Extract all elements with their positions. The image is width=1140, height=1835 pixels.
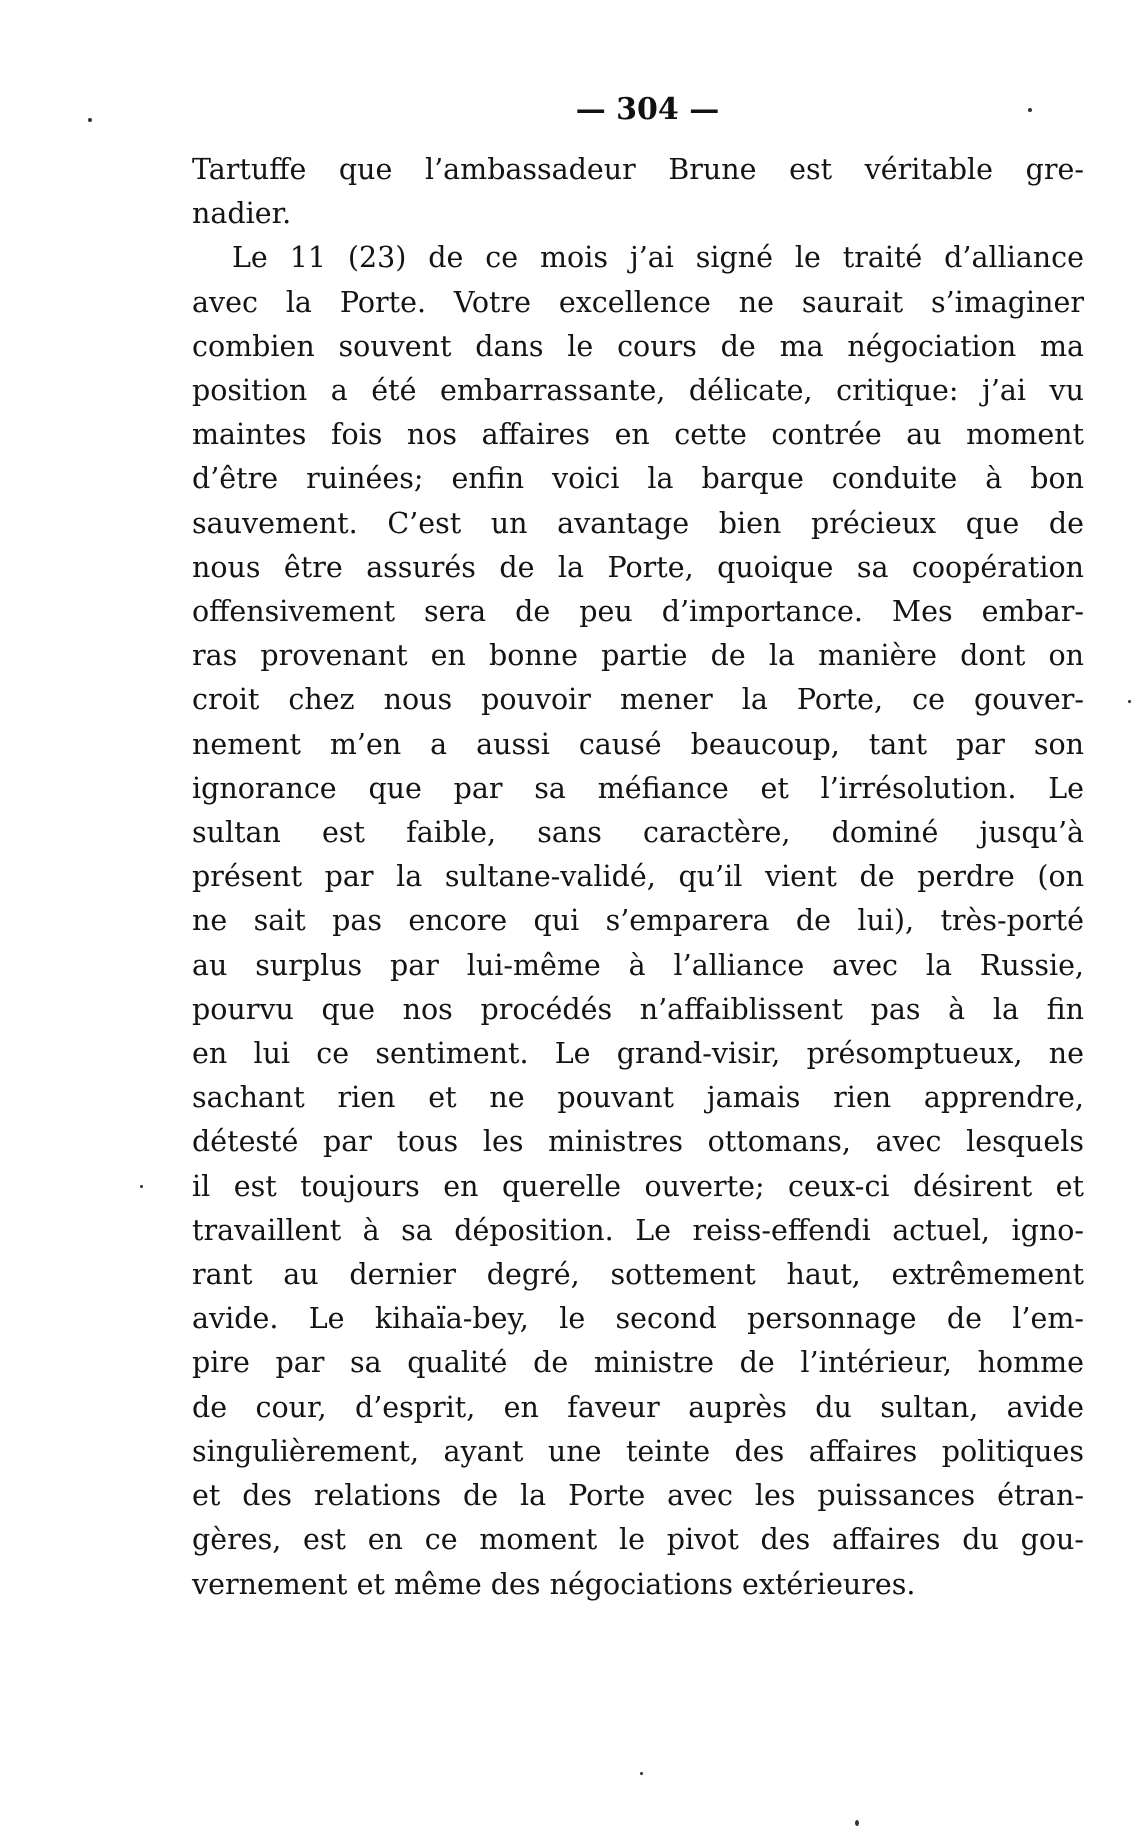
scan-speck xyxy=(640,1772,643,1775)
text-line: pire par sa qualité de ministre de l’intérieur, homme xyxy=(192,1346,1084,1380)
text-line: au surplus par lui-même à l’alliance avec la Russie, xyxy=(192,948,1084,982)
text-line: sachant rien et ne pouvant jamais rien apprendre, xyxy=(192,1081,1084,1115)
text-line: rant au dernier degré, sottement haut, extrêmement xyxy=(192,1258,1084,1292)
text-line: croit chez nous pouvoir mener la Porte, ce gouver- xyxy=(192,683,1084,717)
scan-speck xyxy=(1028,108,1032,112)
text-line: ras provenant en bonne partie de la manière dont on xyxy=(192,639,1084,673)
text-line: combien souvent dans le cours de ma négociation ma xyxy=(192,329,1084,363)
scan-speck xyxy=(1128,700,1131,703)
text-line: gères, est en ce moment le pivot des affaires du gou- xyxy=(192,1523,1084,1557)
text-line: offensivement sera de peu d’importance. Mes embar- xyxy=(192,595,1084,629)
scan-speck xyxy=(855,1820,859,1826)
page-number: — 304 — xyxy=(575,92,720,127)
text-line: travaillent à sa déposition. Le reiss-effendi actuel, igno- xyxy=(192,1213,1084,1247)
text-line: nadier. xyxy=(192,197,292,231)
scan-speck xyxy=(88,118,92,122)
text-line: position a été embarrassante, délicate, critique: j’ai vu xyxy=(192,374,1084,408)
text-line: Le 11 (23) de ce mois j’ai signé le traité d’alliance xyxy=(232,241,1084,275)
text-line: ignorance que par sa méfiance et l’irrésolution. Le xyxy=(192,771,1084,805)
text-line: et des relations de la Porte avec les puissances étran- xyxy=(192,1479,1084,1513)
text-line: présent par la sultane-validé, qu’il vient de perdre (on xyxy=(192,860,1084,894)
text-line: singulièrement, ayant une teinte des affaires politiques xyxy=(192,1434,1084,1468)
text-line: vernement et même des négociations extérieures. xyxy=(192,1567,916,1601)
text-line: Tartuffe que l’ambassadeur Brune est véritable gre- xyxy=(192,153,1084,186)
text-line: avide. Le kihaïa-bey, le second personnage de l’em- xyxy=(192,1302,1084,1336)
text-line: avec la Porte. Votre excellence ne saurait s’imaginer xyxy=(192,285,1084,319)
text-line: d’être ruinées; enfin voici la barque conduite à bon xyxy=(192,462,1084,496)
text-line: sultan est faible, sans caractère, dominé jusqu’à xyxy=(192,816,1084,850)
scan-speck xyxy=(140,1185,143,1188)
text-line: nous être assurés de la Porte, quoique sa coopération xyxy=(192,550,1084,584)
text-line: détesté par tous les ministres ottomans, avec lesquels xyxy=(192,1125,1084,1159)
text-line: maintes fois nos affaires en cette contrée au moment xyxy=(192,418,1084,452)
text-line: en lui ce sentiment. Le grand-visir, présomptueux, ne xyxy=(192,1037,1084,1071)
body-text xyxy=(192,148,1084,1607)
text-line: sauvement. C’est un avantage bien précieux que de xyxy=(192,506,1084,540)
text-line: ne sait pas encore qui s’emparera de lui), très-porté xyxy=(192,904,1084,938)
text-line: pourvu que nos procédés n’affaiblissent pas à la fin xyxy=(192,992,1084,1026)
text-line: il est toujours en querelle ouverte; ceux-ci désirent et xyxy=(192,1169,1084,1203)
text-line: de cour, d’esprit, en faveur auprès du sultan, avide xyxy=(192,1390,1084,1424)
text-line: nement m’en a aussi causé beaucoup, tant par son xyxy=(192,727,1084,761)
